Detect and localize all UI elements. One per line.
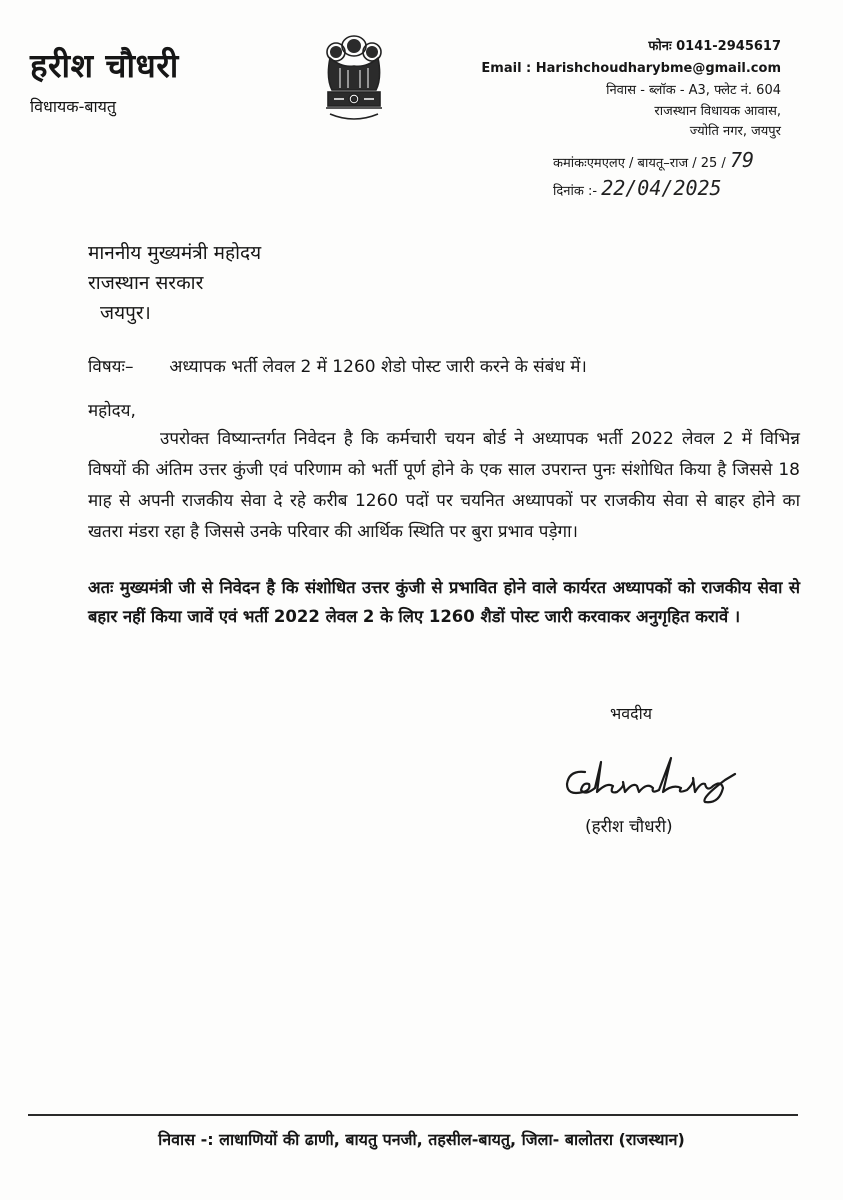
subject-text: अध्यापक भर्ती लेवल 2 में 1260 शेडो पोस्ट जारी करने के संबंध में। [169,357,587,377]
reference-block [553,148,754,204]
residence-line-2: राजस्थान विधायक आवास, [654,104,781,119]
phone-number: फोनः 0141-2945617 [648,39,781,54]
addressee-line-1: माननीय मुख्यमंत्री महोदय [88,242,262,264]
footer-address: निवास -: लाधाणियों की ढाणी, बायतु पनजी, तहसील-बायतु, जिला- बालोतरा (राजस्थान) [158,1130,685,1149]
reference-number [553,148,754,176]
state-emblem-icon [316,28,392,148]
sender-name: हरीश चौधरी [30,46,179,85]
date-handwritten: 22/04/2025 [601,176,722,200]
addressee-block [88,238,261,328]
addressee-line-3: जयपुर। [100,302,151,324]
email-address: Email : Harishchoudharybme@gmail.com [481,61,781,76]
closing: भवदीय [610,704,653,723]
residence-line-3: ज्योति नगर, जयपुर [689,124,781,139]
footer-divider [28,1114,798,1116]
signatory-name: (हरीश चौधरी) [585,817,673,837]
signature [555,752,745,806]
contact-block [481,36,781,142]
body-paragraph: उपरोक्त विष्यान्तर्गत निवेदन है कि कर्मचारी चयन बोर्ड ने अध्यापक भर्ती 2022 लेवल 2 में विभिन्न विषयों की अंतिम उत्तर कुंजी एवं परिणाम को भर्ती पूर्ण होने के एक साल उपरान्त पुनः संशोधित किया है जिससे 18 माह से अपनी राजकीय सेवा दे रहे करीब 1260 पदों पर चयनित अध्यापकों पर राजकीय सेवा से बाहर होने का खतरा मंडरा रहा है जिससे उनके परिवार की आर्थिक स्थिति पर बुरा प्रभाव पड़ेगा। [88,429,800,542]
residence-line-1: निवास - ब्लॉक - A3, फ्लेट नं. 604 [606,83,781,98]
subject-label: विषयः– [88,357,134,377]
addressee-line-2: राजस्थान सरकार [88,272,204,294]
salutation: महोदय, [88,401,136,421]
reference-number-label: कमांकःएमएलए / बायतू–राज / 25 / [553,156,726,171]
reference-number-handwritten: 79 [729,148,755,172]
sender-designation: विधायक-बायतु [30,97,117,116]
request-paragraph: अतः मुख्यमंत्री जी से निवेदन है कि संशोधित उत्तर कुंजी से प्रभावित होने वाले कार्यरत अध्यापकों को राजकीय सेवा से बहार नहीं किया जावें एवं भर्ती 2022 लेवल 2 के लिए 1260 शैडों पोस्ट जारी करवाकर अनुगृहित करावें । [88,578,800,626]
date-label: दिनांक :- [553,184,598,199]
subject-line [88,354,587,377]
letter-date [553,176,754,204]
